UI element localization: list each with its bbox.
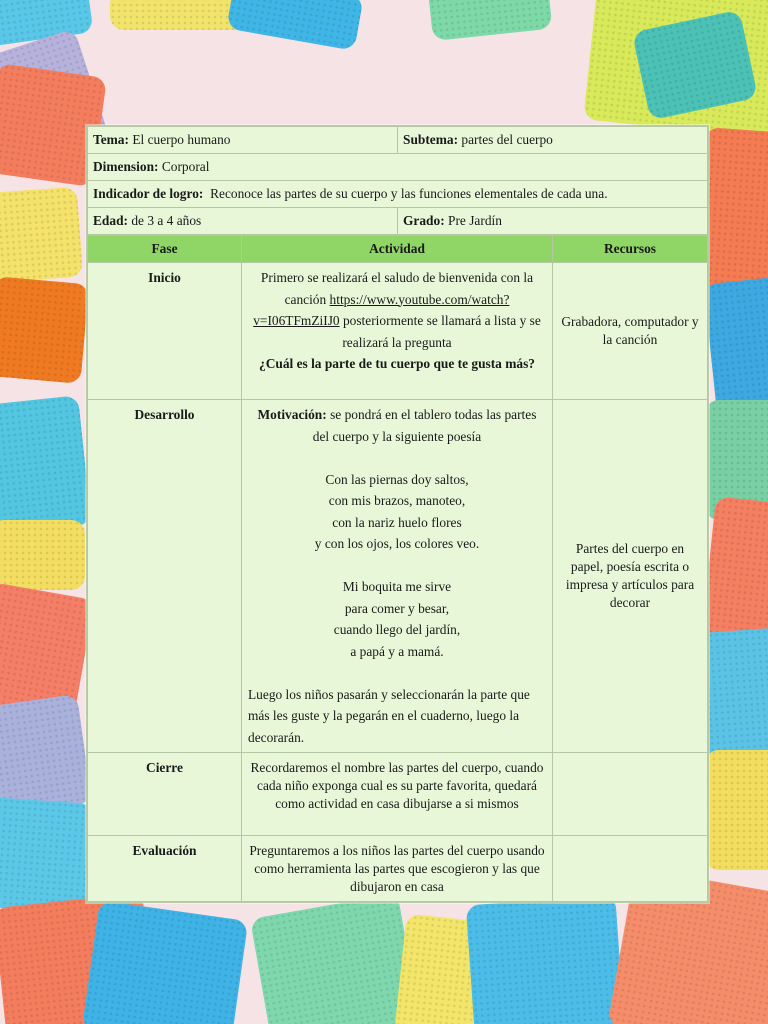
foam-piece-icon [0,276,89,384]
edad-value: de 3 a 4 años [131,213,202,228]
subtema-label: Subtema: [403,132,459,147]
actividad-cell [242,263,553,400]
foam-piece-icon [466,895,625,1024]
edad-row [88,208,708,235]
lesson-plan-table [86,125,709,903]
fase-cell: Desarrollo [88,400,242,753]
indicador-value: Reconoce las partes de su cuerpo y las funciones elementales de cada una. [210,186,608,201]
fase-cell: Inicio [88,263,242,400]
subtema-cell [398,127,708,154]
poem-line: con la nariz huelo flores [332,514,462,530]
cierre-row [88,753,708,836]
spacer [248,662,546,684]
tema-label: Tema: [93,132,129,147]
column-header-actividad: Actividad [242,236,553,263]
youtube-link[interactable]: https://www.youtube.com/watch?v=I06TFmZiIJ0 [253,291,510,328]
evaluacion-row [88,836,708,902]
dimension-row [88,154,708,181]
poem-line: a papá y a mamá. [350,643,444,659]
subtema-value: partes del cuerpo [461,132,553,147]
dimension-cell [88,154,708,181]
recursos-cell [553,753,708,836]
column-header-fase: Fase [88,236,242,263]
indicador-row [88,181,708,208]
poem-line: Con las piernas doy saltos, [325,471,469,487]
poem-line [248,555,546,577]
inicio-row [88,263,708,400]
foam-piece-icon [0,520,85,590]
actividad-cell: Preguntaremos a los niños las partes del cuerpo usando como herramienta las partes que escogieron y las que dibujaron en casa [242,836,553,902]
foam-piece-icon [226,0,364,51]
tema-row [88,127,708,154]
closing-paragraph: Luego los niños pasarán y seleccionarán la parte que más les guste y la pegarán en el cuaderno, luego la decorarán. [248,686,530,745]
column-header-row [88,236,708,263]
poem-line: para comer y besar, [344,600,450,616]
tema-cell [88,127,398,154]
fase-cell: Evaluación [88,836,242,902]
inicio-text: Primero se realizará el saludo de bienvenida con la canción [260,270,534,307]
dimension-value: Corporal [161,159,210,174]
spacer [248,447,546,469]
grado-cell [398,208,708,235]
fase-cell: Cierre [88,753,242,836]
foam-piece-icon [0,395,92,535]
edad-label: Edad: [93,213,128,228]
tema-value: El cuerpo humano [132,132,231,147]
poem-line: con mis brazos, manoteo, [328,493,466,508]
edad-cell [88,208,398,235]
recursos-cell: Grabadora, computador y la canción [553,263,708,400]
poem-line: Mi boquita me sirve [342,579,452,594]
grado-value: Pre Jardín [448,213,502,228]
dimension-label: Dimension: [93,159,159,174]
indicador-cell [88,181,708,208]
foam-piece-icon [0,796,94,914]
motivacion-paragraph [248,404,546,447]
actividad-cell [242,400,553,753]
column-header-recursos: Recursos [553,236,708,263]
poem-line: y con los ojos, los colores veo. [314,536,480,551]
foam-piece-icon [0,187,83,284]
foam-piece-icon [250,893,420,1024]
motivacion-label: Motivación: [257,407,327,422]
indicador-label: Indicador de logro: [93,186,204,201]
poem-line: cuando llego del jardín, [333,622,461,637]
foam-piece-icon [703,276,768,414]
activities-table [87,235,708,902]
desarrollo-row [88,400,708,753]
inicio-text-continued: posteriormente se llamará a lista y se realizará la pregunta [339,313,541,350]
foam-piece-icon [705,750,768,870]
foam-piece-icon [427,0,552,41]
recursos-cell: Partes del cuerpo en papel, poesía escrita o impresa y artículos para decorar [553,400,708,753]
info-table [87,126,708,235]
foam-piece-icon [82,900,249,1024]
motivacion-text: se pondrá en el tablero todas las partes del cuerpo y la siguiente poesía [312,407,537,444]
actividad-cell: Recordaremos el nombre las partes del cuerpo, cuando cada niño exponga cual es su parte favorita, quedará como actividad en casa dibujarse a si mismos [242,753,553,836]
recursos-cell [553,836,708,902]
inicio-question: ¿Cuál es la parte de tu cuerpo que te gusta más? [259,356,535,371]
grado-label: Grado: [403,213,445,228]
